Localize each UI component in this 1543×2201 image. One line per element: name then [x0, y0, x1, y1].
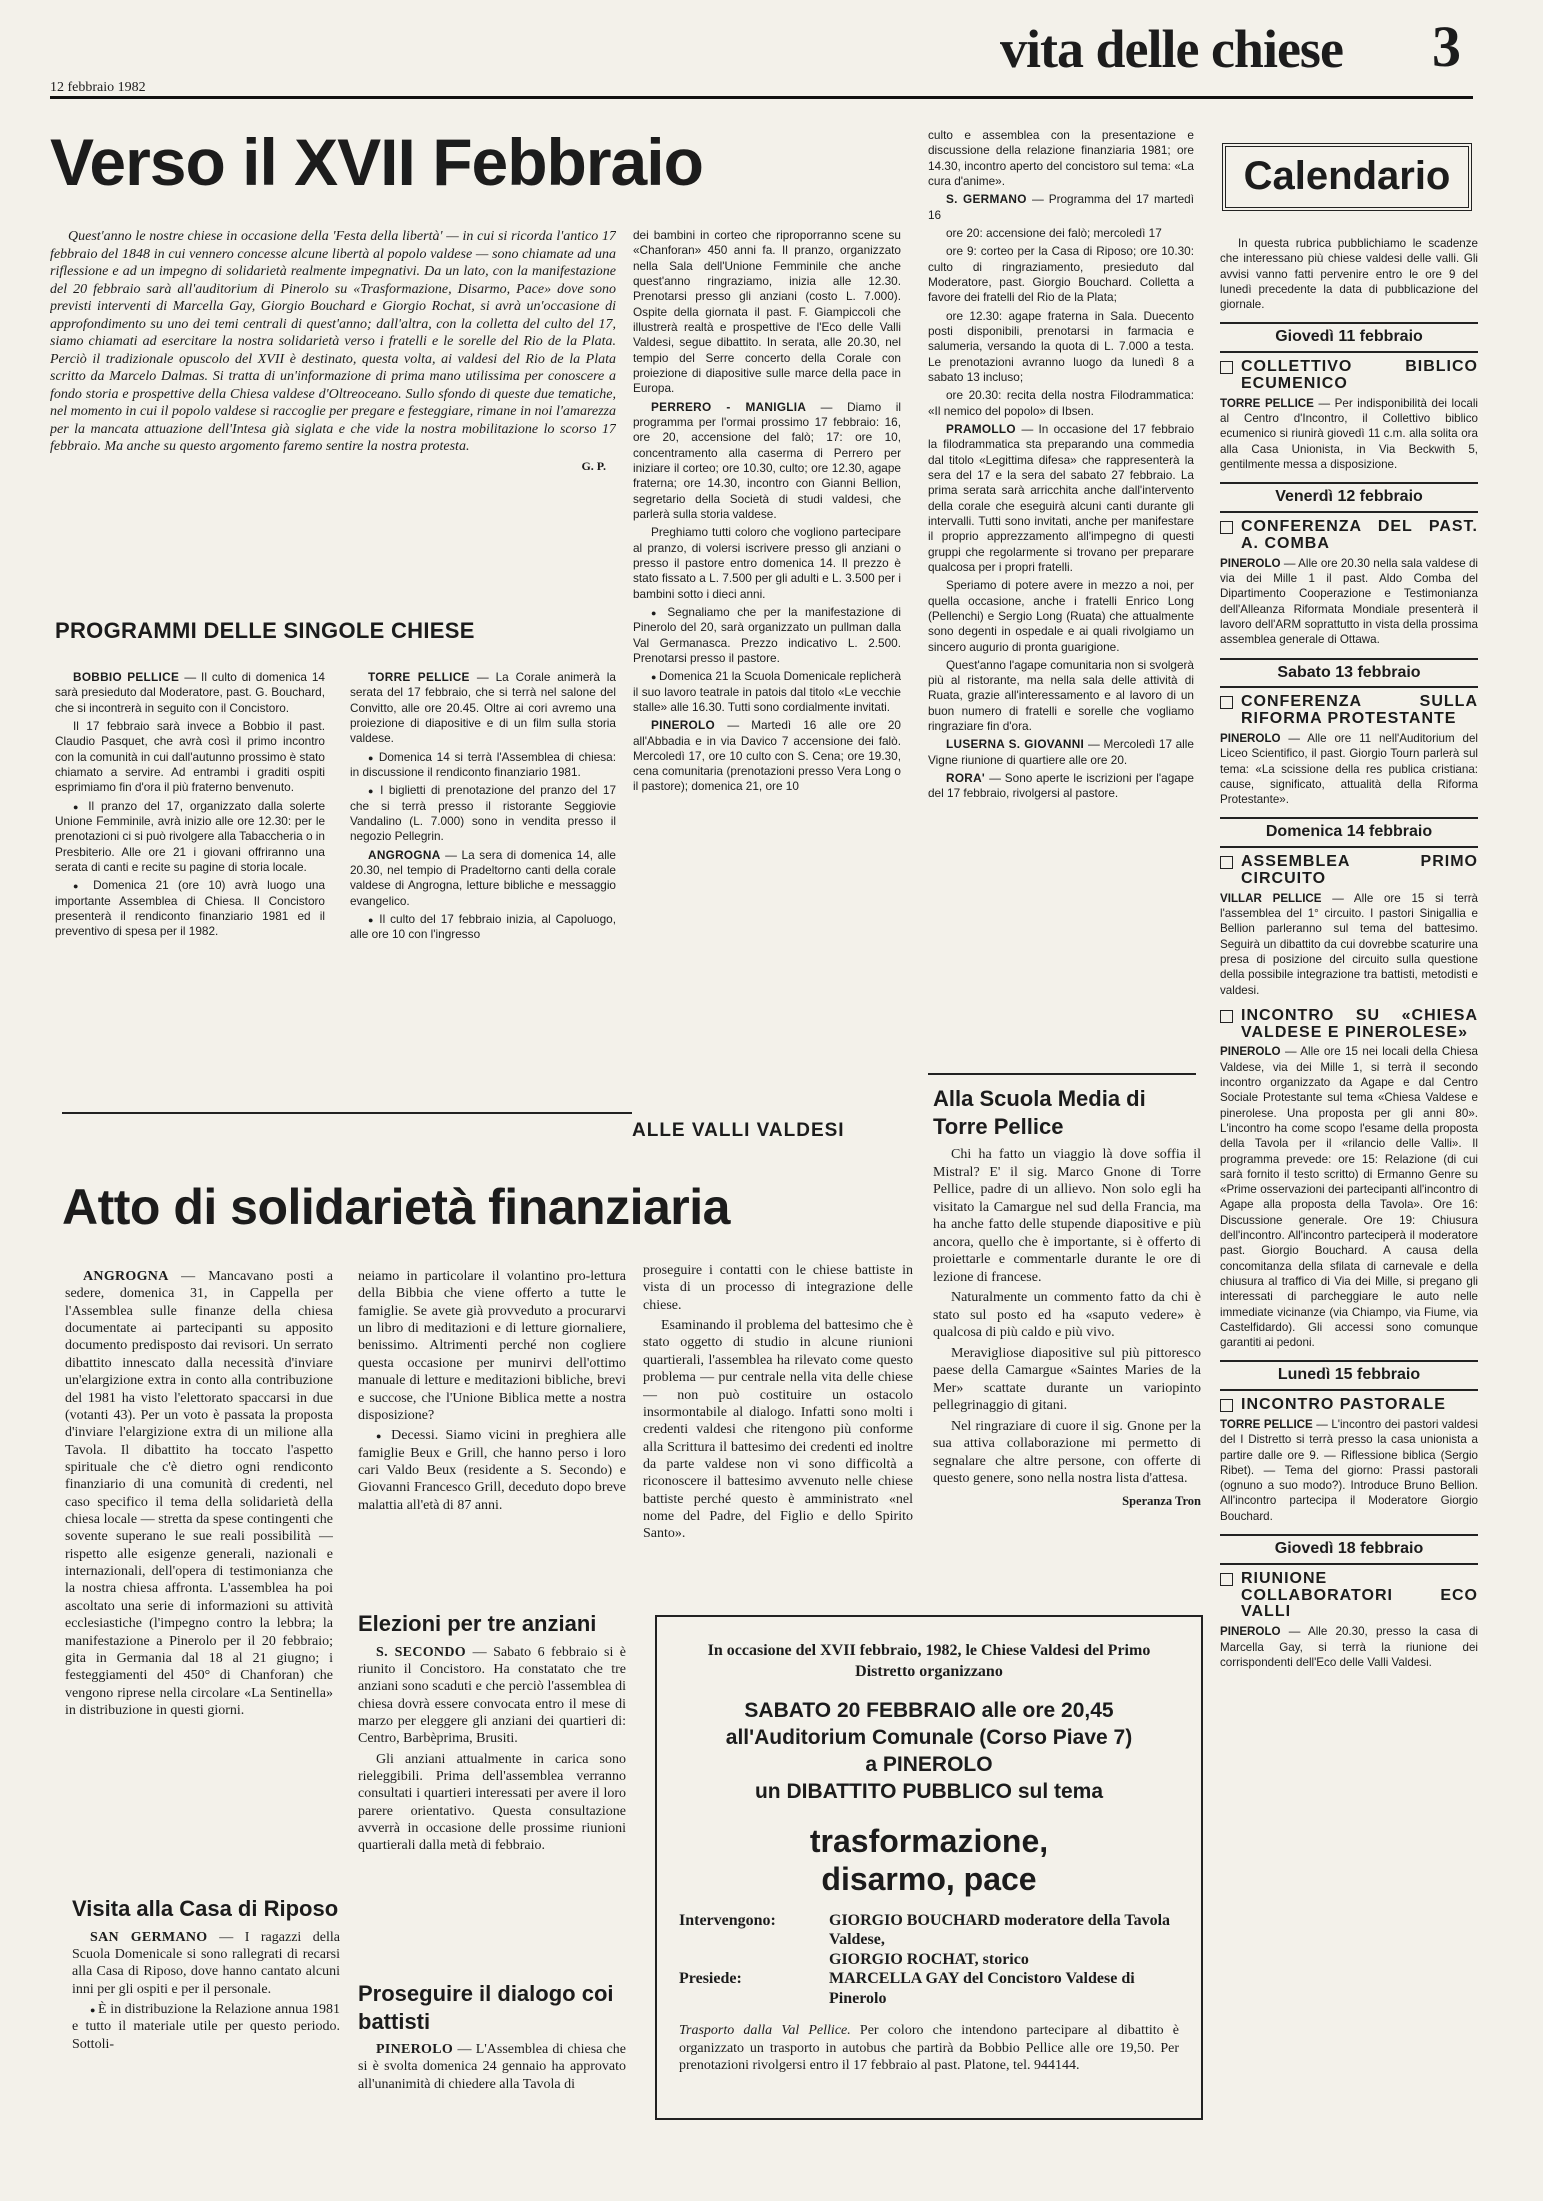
elezioni-body [358, 1644, 626, 1855]
programs-column-3 [633, 228, 901, 1088]
calendar-event [1220, 694, 1478, 807]
elezioni-paragraph [358, 1751, 626, 1855]
visita-paragraph [72, 2001, 340, 2053]
calendar-event [1220, 854, 1478, 998]
program-text: — In occasione del 17 febbraio la filodrammatica sta preparando una commedia dal titolo «Legittima difesa» che rappresenterà la sera del 17 e la sera del sabato 27 febbraio. La prima serata sarà arricchita anche dall'intervento della corale che eseguirà alcuni canti durante gli intervalli. Tutti sono invitati, anche per manifestare il proprio apprezzamento all'impegno di questi gruppi che regolarmente si trovano per preparare qualcosa per i propri fratelli. [928, 421, 1194, 574]
atto-text: proseguire i contatti con le chiese battiste in vista di un processo di integrazione delle chiese. [643, 1263, 913, 1313]
program-text: ore 12.30: agape fraterna in Sala. Duecento posti disponibili, prenotarsi in farmacia e salumeria, versando la quota di L. 7.000 a testa. Le prenotazioni avranno luogo da lunedì 8 a sabato 13 incluso; [928, 308, 1194, 384]
elezioni-paragraph [358, 1644, 626, 1748]
bullet-icon: ● [376, 1431, 392, 1442]
visita-text: È in distribuzione la Relazione annua 1981 e tutto il materiale utile per questo periodo. Sottoli- [72, 2001, 340, 2052]
scuola-signature: Speranza Tron [1122, 1493, 1201, 1508]
program-text: Segnaliamo che per la manifestazione di Pinerolo del 20, sarà organizzato un pullman dalla Val Germanasca. Prezzo indicativo L. 2.500. Prenotarsi presso il pastore. [633, 604, 901, 665]
program-text: Domenica 14 si terrà l'Assemblea di chiesa: in discussione il rendiconto finanziario 1981. [350, 749, 616, 779]
calendar-event-text [1220, 731, 1478, 807]
visita-paragraph [72, 1929, 340, 1998]
programs-heading: PROGRAMMI DELLE SINGOLE CHIESE [55, 618, 475, 643]
atto-paragraph [65, 1268, 333, 1719]
program-paragraph [633, 400, 901, 523]
atto-column-2 [358, 1268, 626, 1608]
scuola-paragraph [933, 1345, 1201, 1415]
program-text: Preghiamo tutti coloro che vogliono partecipare al pranzo, di volersi iscrivere presso gli anziani o presso il pastore entro domenica 14. Il prezzo è stato fissato a L. 7.500 per gli adulti e L. 3.500 per i bambini sotto i dieci anni. [633, 525, 901, 601]
program-text: — Diamo il programma per l'ormai prossimo 17 febbraio: 16, ore 20, accensione del falò; 17: ore 10, concentramento alla caserma di Perrero per iniziare il corteo; ore 10.30, culto; ore 12.30, agape fraterna; ore 14.30, incontro con Gianni Bellion, segretario della Società di studi valdesi, che parlerà sulla storia valdese. [633, 399, 901, 521]
visita-text: — I ragazzi della Scuola Domenicale si sono rallegrati di recarsi alla Casa di Riposo, dove hanno cantato alcuni inni per gli ospiti e per il personale. [72, 1929, 340, 1997]
visita-article [72, 1895, 340, 2195]
calendar-intro: In questa rubrica pubblichiamo le scadenze che interessano più chiese valdesi delle valli. Gli avvisi vanno fatti pervenire entro le ore 9 del lunedì precedente la data di pubblicazione del giornale. [1220, 237, 1478, 312]
calendar-event-title-text: COLLETTIVO BIBLICO ECUMENICO [1241, 358, 1478, 393]
scuola-body [933, 1146, 1201, 1488]
calendar-event [1220, 359, 1478, 472]
calendar-event-body: — Per indisponibilità dei locali al Centro d'Incontro, il Collettivo biblico ecumenico si riunirà giovedì 11 c.m. alla solita ora alla Casa Unionista, in Via Beckwith 5, gentilmente messa a disposizione. [1220, 396, 1478, 472]
bullet-icon: ● [73, 801, 89, 812]
program-text: ore 9: corteo per la Casa di Riposo; ore 10.30: culto di ringraziamento, presieduto dal Moderatore, past. Giorgio Bouchard. Colletta a favore dei fratelli del Rio de la Plata; [928, 244, 1194, 305]
program-text: — La sera di domenica 14, alle 20.30, nel tempio di Pradeltorno canti della corale valdese di Angrogna, letture bibliche e messaggio evangelico. [350, 847, 616, 908]
elezioni-text: — Sabato 6 febbraio si è riunito il Concistoro. Ha constatato che tre anziani sono scaduti e che perciò l'assemblea di chiesa dovrà essere convocata entro il mese di marzo per eleggere gli anziani dei quartieri di: Centro, Barbèprima, Brusiti. [358, 1644, 626, 1747]
program-church-name: PERRERO - MANIGLIA [651, 399, 821, 414]
visita-title: Visita alla Casa di Riposo [72, 1896, 339, 1921]
calendar-event-title [1220, 1571, 1478, 1621]
battisti-article [358, 1980, 626, 2190]
calendar-event-title [1220, 1397, 1478, 1414]
program-text: ore 20.30: recita della nostra Filodrammatica: «Il nemico del popolo» di Ibsen. [928, 388, 1194, 418]
calendar-event-title-text: INCONTRO PASTORALE [1241, 1396, 1446, 1414]
calendar-event-body: — Alle 20.30, presso la casa di Marcella Gay, si terrà la riunione dei corrispondenti dell'Eco delle Valli Valdesi. [1220, 1625, 1478, 1669]
program-church-name: ANGROGNA [368, 847, 446, 862]
calendar-event-title-text: ASSEMBLEA PRIMO CIRCUITO [1241, 853, 1478, 887]
program-text: Il pranzo del 17, organizzato dalla solerte Unione Femminile, avrà inizio alle ore 12.30: per le prenotazioni ci si può rivolgere alla Tabaccheria o in Presbiterio. Alle ore 21 i giovani offriranno una serata di canti e recite su pagine di storia locale. [55, 798, 325, 874]
checkbox-icon [1220, 1010, 1233, 1023]
program-paragraph [633, 228, 901, 397]
bullet-icon: ● [651, 672, 659, 683]
checkbox-icon [1220, 696, 1233, 709]
program-paragraph [55, 878, 325, 939]
battisti-text: — L'Assemblea di chiesa che si è svolta domenica 24 gennaio ha approvato all'unanimità di chiedere alla Tavola di [358, 2042, 626, 2092]
calendar-event-title-text: RIUNIONE COLLABORATORI ECO VALLI [1241, 1569, 1478, 1621]
program-paragraph [350, 848, 616, 909]
program-paragraph [928, 244, 1194, 305]
scuola-title: Alla Scuola Media di Torre Pellice [933, 1086, 1146, 1139]
event-line-1: SABATO 20 FEBBRAIO alle ore 20,45 [744, 1698, 1114, 1722]
event-chair-label: Presiede: [679, 1970, 742, 1988]
scuola-text: Chi ha fatto un viaggio là dove soffia il Mistral? E' il sig. Marco Gnone di Torre Pellice, padre di un allievo. Non solo egli ha visitato la Camargue nel sud della Francia, ma ha anche fatto delle stupende diapositive e più ancora, quello che è importante, si è offerto di proiettarle e commentarle durante le ore di lezione di francese. [933, 1147, 1201, 1285]
bullet-icon: ● [368, 914, 380, 925]
calendar-event-body: — Alle ore 15 si terrà l'assemblea del 1° circuito. I pastori Sinigallia e Bellion parleranno sul tema del battesimo. Seguirà un dibattito da cui dovrebbe scaturire una presa di posizione del circuito sulla questione della possibile integrazione tra battisti, metodisti e valdesi. [1220, 891, 1478, 997]
calendar-event-body: — Alle ore 20.30 nella sala valdese di via dei Mille 1 il past. Aldo Comba del Dipartimento Cooperazione e Testimonianza dell'Alleanza Riformata Mondiale presenterà il lavoro dell'ARM soprattutto in vista della prossima assemblea generale di Ottawa. [1220, 556, 1478, 647]
event-transport-text: Per coloro che intendono partecipare al dibattito è organizzato un trasporto in autobus che partirà da Bobbio Pellice alle ore 19,50. Per prenotazioni rivolgersi entro il 17 febbraio al past. Platone, tel. 944144. [679, 2023, 1179, 2074]
bullet-icon: ● [651, 607, 668, 618]
calendar-event-location: TORRE PELLICE [1220, 396, 1319, 410]
calendar-day-heading: Lunedì 15 febbraio [1220, 1360, 1478, 1391]
bullet-icon: ● [90, 2004, 99, 2015]
program-text: Il culto del 17 febbraio inizia, al Capoluogo, alle ore 10 con l'ingresso [350, 911, 616, 942]
event-speaker-1: GIORGIO BOUCHARD moderatore della Tavola Valdese, [829, 1911, 1171, 1949]
program-text: — Programma del 17 martedì 16 [928, 192, 1194, 222]
calendar-event-body: — L'incontro dei pastori valdesi del I Distretto si terrà presso la casa unionista a partire dalle ore 9. — Riflessione biblica (Sergio Ribet). — Tema del giorno: Prassi pastorali (ognuno a suo modo?). Introduce Bruno Bellion. All'incontro partecipa il Moderatore Giorgio Bouchard. [1220, 1418, 1478, 1523]
battisti-church-name: PINEROLO [376, 2042, 458, 2057]
atto-text: neiamo in particolare il volantino pro-lettura della Bibbia che viene offerto a tutte le famiglie. Se avete già provveduto a procurarvi un libro di meditazioni e di letture giornaliere, benissimo. Altrimenti perché non cogliere questa occasione per munirvi dell'ottimo manuale di letture e meditazioni bibliche, brevi e succose, che l'Unione Biblica mette a nostra disposizione? [358, 1269, 626, 1423]
calendar-event-title-text: CONFERENZA DEL PAST. A. COMBA [1241, 518, 1478, 552]
event-transport-label: Trasporto dalla Val Pellice. [679, 2023, 851, 2039]
scuola-article [933, 1085, 1201, 1565]
atto-text: Esaminando il problema del battesimo che è stato oggetto di studio in alcune riunioni quartierali, l'assemblea ha rilevato come questo problema — pur centrale nella vita delle chiese — non può costituire un ostacolo insormontabile al dialogo. Infatti sono molti i credenti valdesi che ritengono più conforme alla Scrittura il battesimo dei credenti ed inoltre da parte valdese non vi sono difficoltà a riconoscere il battesimo avvenuto nelle chiese battiste perché questo è amministrato «nel nome del Padre, del Figlio e dello Spirito Santo». [643, 1318, 913, 1542]
program-church-name: S. GERMANO [946, 192, 1032, 207]
atto-paragraph [643, 1262, 913, 1314]
program-paragraph [928, 128, 1194, 189]
checkbox-icon [1220, 521, 1233, 534]
visita-body [72, 1929, 340, 2054]
elezioni-text: Gli anziani attualmente in carica sono rieleggibili. Prima dell'assemblea verranno consultati i quartieri interessati per avere il loro parere orientativo. Questa consultazione avverrà in occasione delle prossime riunioni quartierali dalla metà di febbraio. [358, 1751, 626, 1854]
battisti-body [358, 2041, 626, 2093]
calendar-event [1220, 1008, 1478, 1351]
calendar-event [1220, 519, 1478, 647]
calendar-event-text [1220, 891, 1478, 998]
battisti-paragraph [358, 2041, 626, 2093]
checkbox-icon [1220, 361, 1233, 374]
program-text: Domenica 21 la Scuola Domenicale replicherà il suo lavoro teatrale in patois dal titolo «Le vecchie stalle» alle 16.30. Tutti sono cordialmente invitati. [633, 669, 901, 714]
atto-paragraph [643, 1317, 913, 1543]
event-chair: MARCELLA GAY del Concistoro Valdese di Pinerolo [829, 1970, 1135, 2007]
page-number: 3 [1432, 18, 1461, 76]
program-text: — La Corale animerà la serata del 17 febbraio, che si terrà nel salone del Convitto, alle ore 20.45. Oltre ai cori avremo una proiezione di diapositive e di un film sulla storia valdese. [350, 670, 616, 746]
atto-text: Decessi. Siamo vicini in preghiera alle famiglie Beux e Grill, che hanno perso i loro cari Valdo Beux (residente a S. Secondo) e Giovanni Francesco Grill, deceduto dopo breve malattia all'età di 87 anni. [358, 1428, 626, 1513]
calendar-event-location: PINEROLO [1220, 1045, 1285, 1059]
program-church-name: PRAMOLLO [946, 421, 1022, 436]
atto-column-3 [643, 1262, 913, 1614]
program-paragraph [928, 737, 1194, 768]
program-text: Il 17 febbraio sarà invece a Bobbio il past. Claudio Pasquet, che avrà così il primo incontro con la comunità in cui dall'autunno prossimo è stato chiamato a servire. Ad entrambi i graditi ospiti esprimiamo fin d'ora il più fraterno benvenuto. [55, 718, 325, 795]
calendar-event [1220, 1397, 1478, 1524]
event-box [655, 1615, 1203, 2120]
scuola-paragraph [933, 1289, 1201, 1342]
calendar-event-title [1220, 1008, 1478, 1042]
program-church-name: TORRE PELLICE [368, 670, 477, 684]
calendar-event-title [1220, 854, 1478, 888]
elezioni-church-name: S. SECONDO [376, 1644, 473, 1660]
bullet-icon: ● [368, 786, 381, 797]
programs-column-1 [55, 670, 325, 1090]
program-text: — Sono aperte le iscrizioni per l'agape del 17 febbraio, rivolgersi al pastore. [928, 771, 1194, 801]
visita-church-name: SAN GERMANO [90, 1929, 220, 1945]
program-text: Domenica 21 (ore 10) avrà luogo una importante Assemblea di Chiesa. Il Concistoro presenterà il rendiconto finanziario 1981 ed il preventivo di spesa per il 1982. [55, 878, 325, 939]
program-paragraph [55, 799, 325, 876]
program-paragraph [928, 388, 1194, 419]
program-paragraph [350, 912, 616, 943]
atto-kicker: ALLE VALLI VALDESI [632, 1120, 845, 1141]
calendar-day-heading: Sabato 13 febbraio [1220, 658, 1478, 689]
calendar-event-title [1220, 694, 1478, 728]
event-line-4: un DIBATTITO PUBBLICO sul tema [754, 1780, 1104, 1804]
event-theme-2: disarmo, pace [821, 1861, 1037, 1898]
program-paragraph [55, 670, 325, 716]
program-paragraph [928, 309, 1194, 386]
program-text: — Martedì 16 alle ore 20 all'Abbadia e in via Davico 7 accensione dei falò. Mercoledì 17, ore 10 culto con S. Cena; ore 19.30, cena comunitaria (prenotazioni presso Vera Long o il pastore); domenica 21, ore 10 [633, 718, 901, 794]
bullet-icon: ● [73, 881, 94, 892]
calendar-event-title [1220, 519, 1478, 553]
program-paragraph [928, 226, 1194, 241]
atto-text: — Mancavano posti a sedere, domenica 31, in Cappella per l'Assemblea sulle finanze della chiesa documentate ai partecipanti su apposito documento predisposto dai revisori. Un serrato dibattito innescato dalla necessità d'inviare un'elargizione extra in conto alla contribuzione del 1981 ha visto l'elettorato spaccarsi in due (votanti 43). Per un voto è passata la proposta d'inviare l'elargizione extra di un milione alla Tavola. Il dibattito ha toccato l'aspetto spirituale che c'è dietro ogni rendiconto finanziario di una comunità di credenti, nel caso specifico il tema della solidarietà della chiesa locale — stretta da spese contingenti che sovente superano le sue reali possibilità — rispetto alle esigenze generali, nazionali e internazionali, dell'opera di testimonianza che la nostra chiesa affronta. L'assemblea ha poi ascoltato una serie di informazioni su attività ecclesiastiche (l'impegno contro la lebbra; la manifestazione a Pinerolo per il 20 febbraio; gita in Germania dal 18 al 21 giugno; i festeggiamenti del 450° di Chanforan) che vengono riprese nella circolare «La Sentinella» in distribuzione in questi giorni. [65, 1269, 333, 1718]
calendar-event-text [1220, 1044, 1478, 1350]
calendar-day-heading: Giovedì 18 febbraio [1220, 1534, 1478, 1565]
calendar-event-location: PINEROLO [1220, 556, 1284, 570]
header-rule [50, 96, 1473, 99]
event-theme-1: trasformazione, [809, 1822, 1049, 1859]
program-church-name: RORA' [946, 771, 990, 786]
program-paragraph [633, 718, 901, 795]
atto-title: Atto di solidarietà finanziaria [62, 1180, 730, 1235]
calendar-day-heading: Giovedì 11 febbraio [1220, 322, 1478, 353]
calendar-event-text [1220, 1624, 1478, 1670]
checkbox-icon [1220, 1399, 1233, 1412]
intro-text [50, 228, 616, 568]
main-title: Verso il XVII Febbraio [50, 128, 703, 198]
atto-paragraph [358, 1427, 626, 1514]
program-paragraph [55, 719, 325, 796]
calendar-day-heading: Venerdì 12 febbraio [1220, 482, 1478, 513]
program-text: culto e assemblea con la presentazione e discussione della relazione finanziaria 1981; ore 14.30, incontro aperto del concistoro sul tema: «La cura d'anime». [928, 128, 1194, 188]
program-text: Speriamo di potere avere in mezzo a noi, per quella occasione, anche i fratelli Enrico Long (Pellenchi) e Sergio Long (Ruata) che attualmente sono degenti in ospedale e ai quali rivolgiamo un sincero augurio di pronta guarigione. [928, 578, 1194, 654]
event-intro: In occasione del XVII febbraio, 1982, le Chiese Valdesi del Primo Distretto organizzano [707, 1642, 1151, 1680]
scuola-text: Nel ringraziare di cuore il sig. Gnone per la sua attiva collaborazione mi permetto di segnalare che altre persone, con offerte di questo genere, sono nella nostra lista d'attesa. [933, 1418, 1201, 1486]
calendar-event-title-text: CONFERENZA SULLA RIFORMA PROTESTANTE [1241, 693, 1478, 728]
scuola-text: Naturalmente un commento fatto da chi è stato sul posto ed ha «saputo vedere» è qualcosa di più caldo e più vivo. [933, 1290, 1201, 1340]
calendar-event-body: — Alle ore 15 nei locali della Chiesa Valdese, via dei Mille 1, si terrà il secondo incontro organizzato da Agape e dal Centro Sociale Protestante sul tema «Chiesa Valdese e pinerolese. Una proposta per gli anni 80». L'incontro ha come scopo l'esame della proposta della Tavola per il «rilancio delle Valli». Il programma prevede: ore 15: Relazione (di cui sarà fornito il testo scritto) di Ermanno Genre su «Prime osservazioni dei partecipanti all'incontro di Agape alla proposta della Tavola». Ore 16: Discussione generale. Ore 19: Chiusura dell'incontro. All'incontro parteciperà il moderatore past. Giorgio Bouchard. A causa della concomitanza della sfilata di carnevale e della chiusura al traffico di Via dei Mille, si pregano gli interessati di parcheggiare le auto nelle immediate vicinanze (via Chiampo, via Fiume, via Castelfidardo). Gli accessi sono comunque garantiti ai pedoni. [1220, 1045, 1478, 1350]
program-paragraph [350, 750, 616, 781]
section-title: vita delle chiese [1000, 22, 1343, 76]
program-text: — Mercoledì 17 alle Vigne riunione di quartiere alle ore 20. [928, 737, 1194, 767]
calendar-event-location: TORRE PELLICE [1220, 1418, 1317, 1431]
calendar-event-title [1220, 359, 1478, 393]
event-line-2: all'Auditorium Comunale (Corso Piave 7) [725, 1725, 1133, 1749]
programs-column-2 [350, 670, 616, 1090]
calendar-event-title-text: INCONTRO SU «CHIESA VALDESE E PINEROLESE» [1241, 1006, 1478, 1041]
calendar-event [1220, 1571, 1478, 1670]
program-paragraph [928, 658, 1194, 735]
program-text: — Il culto di domenica 14 sarà presieduto dal Moderatore, past. G. Bouchard, che si incontrerà in seguito con il Concistoro. [55, 670, 325, 715]
calendar-event-location: PINEROLO [1220, 731, 1289, 745]
checkbox-icon [1220, 856, 1233, 869]
atto-column-1 [65, 1268, 333, 1898]
elezioni-article [358, 1610, 626, 1970]
program-paragraph [928, 192, 1194, 223]
program-paragraph [928, 578, 1194, 655]
program-paragraph [633, 669, 901, 715]
program-paragraph [928, 422, 1194, 575]
event-line-3: a PINEROLO [865, 1753, 993, 1777]
scuola-text: Meravigliose diapositive sul più pittoresco paese della Camargue «Saintes Maries de la Mer» scattate durante un variopinto pellegrinaggio di gitani. [933, 1345, 1201, 1413]
program-church-name: PINEROLO [651, 718, 728, 733]
calendar-event-location: PINEROLO [1220, 1625, 1289, 1639]
atto-paragraph [358, 1268, 626, 1424]
program-paragraph [928, 771, 1194, 802]
program-church-name: BOBBIO PELLICE [73, 670, 185, 684]
event-speaker-2: GIORGIO ROCHAT, storico [829, 1950, 1029, 1968]
program-text: ore 20: accensione dei falò; mercoledì 17 [946, 225, 1162, 240]
event-speakers-label: Intervengono: [679, 1911, 776, 1929]
section-divider [62, 1112, 632, 1114]
checkbox-icon [1220, 1573, 1233, 1586]
scuola-paragraph [933, 1146, 1201, 1286]
program-paragraph [350, 670, 616, 747]
intro-paragraph: Quest'anno le nostre chiese in occasione della 'Festa della libertà' — in cui si ricorda l'antico 17 febbraio del 1848 in cui vennero concesse alcune libertà al popolo valdese — sono chiamate ad una riflessione e ad un impegno di solidarietà realmente impegnativi. Da un lato, con la manifestazione del 20 febbraio sarà all'auditorium di Pinerolo su «Trasformazione, Disarmo, Pace» dove sono previsti interventi di Marcella Gay, Giorgio Bouchard e Giorgio Rochat, si avrà un'occasione di approfondimento su uno dei temi centrali di quest'anno; dall'altra, con la colletta del culto del 17, siamo chiamati ad esercitare la nostra solidarietà verso i fratelli e le sorelle del Rio de la Plata. Perciò il tradizionale opuscolo del XVII è destinato, questa volta, ai valdesi del Rio de la Plata scritto da Marcelo Dalmas. Si tratta di un'informazione di prima mano utilissima per conoscere a fondo storia e prospettive della Chiesa valdese d'Oltreoceano. Sullo sfondo di queste due tematiche, nel momento in cui il popolo valdese si raccoglie per pregare e festeggiare, rimane in noi l'amarezza per la mancata attuazione dell'Intesa già siglata e che vide la nostra mobilitazione lo scorso 17 febbraio. Ma anche su questo argomento faremo sentire la nostra protesta. [50, 229, 616, 454]
section-divider-right [928, 1073, 1196, 1075]
issue-date: 12 febbraio 1982 [50, 80, 146, 95]
program-paragraph [633, 525, 901, 602]
program-paragraph [350, 783, 616, 844]
calendar-event-location: VILLAR PELLICE [1220, 891, 1333, 905]
calendar-column [1220, 236, 1478, 2176]
program-church-name: LUSERNA S. GIOVANNI [946, 737, 1089, 752]
battisti-title: Proseguire il dialogo coi battisti [358, 1981, 614, 2034]
calendar-event-text [1220, 556, 1478, 648]
program-text: Quest'anno l'agape comunitaria non si svolgerà più al ristorante, ma nella sala delle attività di Ruata, grazie all'interessamento e al lavoro di un buon numero di fratelli e sorelle che vogliamo ringraziare fin d'ora. [928, 657, 1194, 734]
calendar-title: Calendario [1222, 143, 1472, 211]
calendar-event-text [1220, 1417, 1478, 1524]
program-text: I biglietti di prenotazione del pranzo del 17 che si terrà presso il ristorante Seggiovie Vandalino (L. 7.000) sono in vendita presso il negozio Pellegrin. [350, 783, 616, 844]
atto-church-name: ANGROGNA [83, 1269, 182, 1284]
bullet-icon: ● [368, 752, 379, 763]
program-text: dei bambini in corteo che riproporranno scene su «Chanforan» 450 anni fa. Il pranzo, organizzato nella Sala dell'Unione Femminile che anche quest'anno ringraziamo, inizia alle 12.30. Prenotarsi presso gli anziani (costo L. 7.000). Ospite della giornata il past. F. Giampiccoli che illustrerà realtà e prospettive de l'Eco delle Valli Valdesi, segue dibattito. In serata, alle 20.30, nel tempio del Serre concerto della Corale con proiezione di diapositive sulle marce della pace in Europa. [633, 228, 901, 396]
calendar-day-heading: Domenica 14 febbraio [1220, 817, 1478, 848]
elezioni-title: Elezioni per tre anziani [358, 1611, 597, 1636]
scuola-paragraph [933, 1418, 1201, 1488]
calendar-event-body: — Alle ore 11 nell'Auditorium del Liceo Scientifico, il past. Giorgio Tourn parlerà sul tema: «La scissione della res publica cristiana: cause, significato, attualità della Riforma Protestante». [1220, 731, 1478, 807]
programs-column-4 [928, 128, 1194, 1068]
program-paragraph [633, 605, 901, 666]
intro-signature: G. P. [581, 458, 606, 473]
calendar-event-text [1220, 396, 1478, 472]
